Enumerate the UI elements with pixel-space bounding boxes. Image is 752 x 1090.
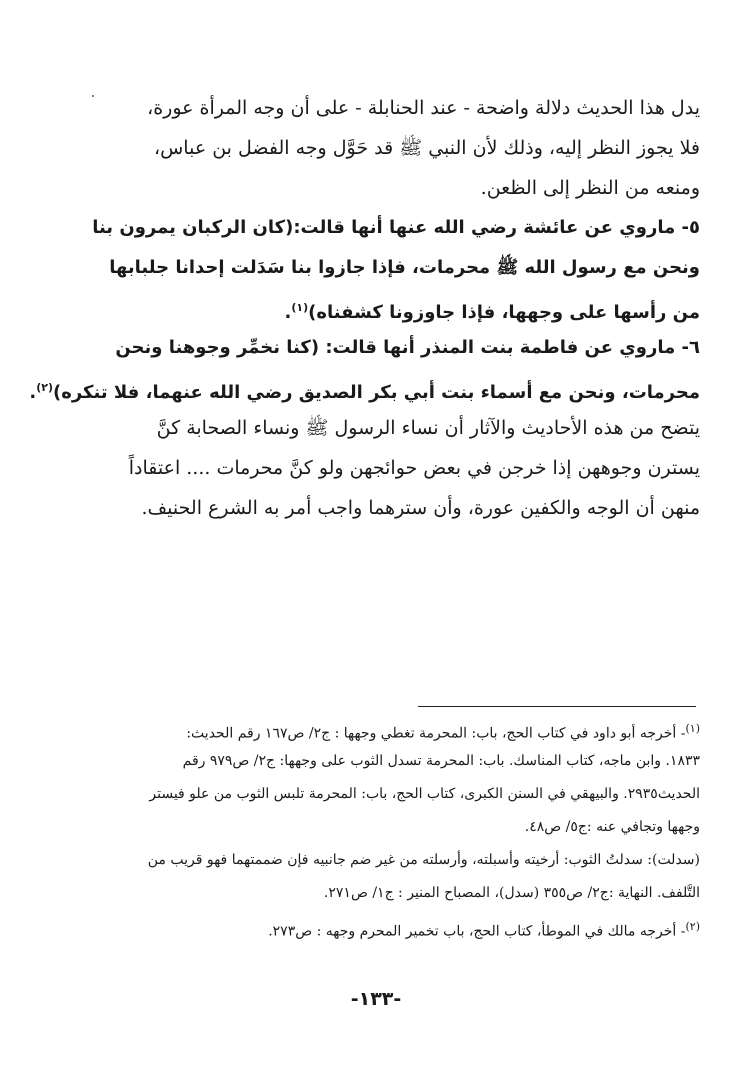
footnote-1-line-5: (سدلت): سدلتُ الثوب: أرخيته وأسبلته، وأرسلته من غير ضم جانبيه فإن ضممتهما فهو قريب من: [147, 852, 700, 868]
footnote-1-line-1: [60, 712, 700, 745]
footnote-ref-1: (١): [291, 301, 309, 314]
paragraph-1-line-2: فلا يجوز النظر إليه، وذلك لأن النبي ﷺ قد حَوَّل وجه الفضل بن عباس،: [153, 137, 700, 159]
footnote-1-line-3: الحديث٢٩٣٥. والبيهقي في السنن الكبرى، كتاب الحج، باب: المحرمة تلبس الثوب من علو فيستر: [149, 786, 700, 802]
hadith-6-text: محرمات، ونحن مع أسماء بنت أبي بكر الصديق رضي الله عنهما، فلا تنكره): [53, 382, 700, 403]
paragraph-4-line-3: منهن أن الوجه والكفين عورة، وأن سترهما واجب أمر به الشرع الحنيف.: [141, 497, 700, 519]
main-text: [29, 88, 700, 528]
hadith-5-end: .: [284, 302, 292, 323]
footnote-1-line-4: وجهها وتجافي عنه :ج٥/ ص٤٨.: [524, 819, 700, 835]
footnote-ref-2: (٢): [36, 381, 53, 394]
hadith-5-line-2: ونحن مع رسول الله ﷺ محرمات، فإذا جازوا بنا سَدَلت إحدانا جلبابها: [109, 257, 700, 278]
footnote-divider: [418, 706, 696, 707]
hadith-5-line-1: ٥- ماروي عن عائشة رضي الله عنها أنها قالت:(كان الركبان يمرون بنا: [92, 217, 700, 238]
hadith-6-end: .: [29, 382, 37, 403]
footnote-2-marker: (٢): [685, 920, 700, 933]
footnote-1-marker: (١): [685, 722, 700, 735]
footnote-2-line-1: [60, 910, 700, 943]
hadith-6-line-2: [29, 368, 700, 408]
paragraph-4-line-2: يسترن وجوههن إذا خرجن في بعض حوائجهن ولو كنَّ محرمات .... اعتقاداً: [128, 457, 700, 479]
footnotes: [60, 712, 700, 943]
footnote-2-text: - أخرجه مالك في الموطأ، كتاب الحج، باب تخمير المحرم وجهه : ص٢٧٣.: [268, 923, 686, 940]
hadith-5-line-3: [60, 288, 700, 328]
hadith-6-line-1: ٦- ماروي عن فاطمة بنت المنذر أنها قالت: (كنا نخمِّر وجوهنا ونحن: [115, 337, 700, 358]
hadith-5-text: من رأسها على وجهها، فإذا جاوزونا كشفناه): [308, 302, 700, 323]
footnote-1-line-2: ١٨٣٣. وابن ماجه، كتاب المناسك. باب: المحرمة تسدل الثوب على وجهها: ج٢/ ص٩٧٩ رقم: [182, 753, 700, 769]
footnote-1-text: - أخرجه أبو داود في كتاب الحج، باب: المحرمة تغطي وجهها : ج٢/ ص١٦٧ رقم الحديث:: [186, 725, 686, 742]
paragraph-1-line-3: ومنعه من النظر إلى الظعن.: [480, 177, 700, 199]
paragraph-1-line-1: يدل هذا الحديث دلالة واضحة - عند الحنابلة - على أن وجه المرأة عورة،: [147, 97, 700, 119]
page-number: -١٣٣-: [350, 988, 402, 1010]
footnote-1-line-6: التَّلفف. النهاية :ج٢/ ص٣٥٥ (سدل)، المصباح المنير : ج١/ ص٢٧١.: [323, 885, 700, 901]
paragraph-4-line-1: يتضح من هذه الأحاديث والآثار أن نساء الرسول ﷺ ونساء الصحابة كنَّ: [156, 417, 700, 439]
scan-speck: [92, 95, 94, 97]
